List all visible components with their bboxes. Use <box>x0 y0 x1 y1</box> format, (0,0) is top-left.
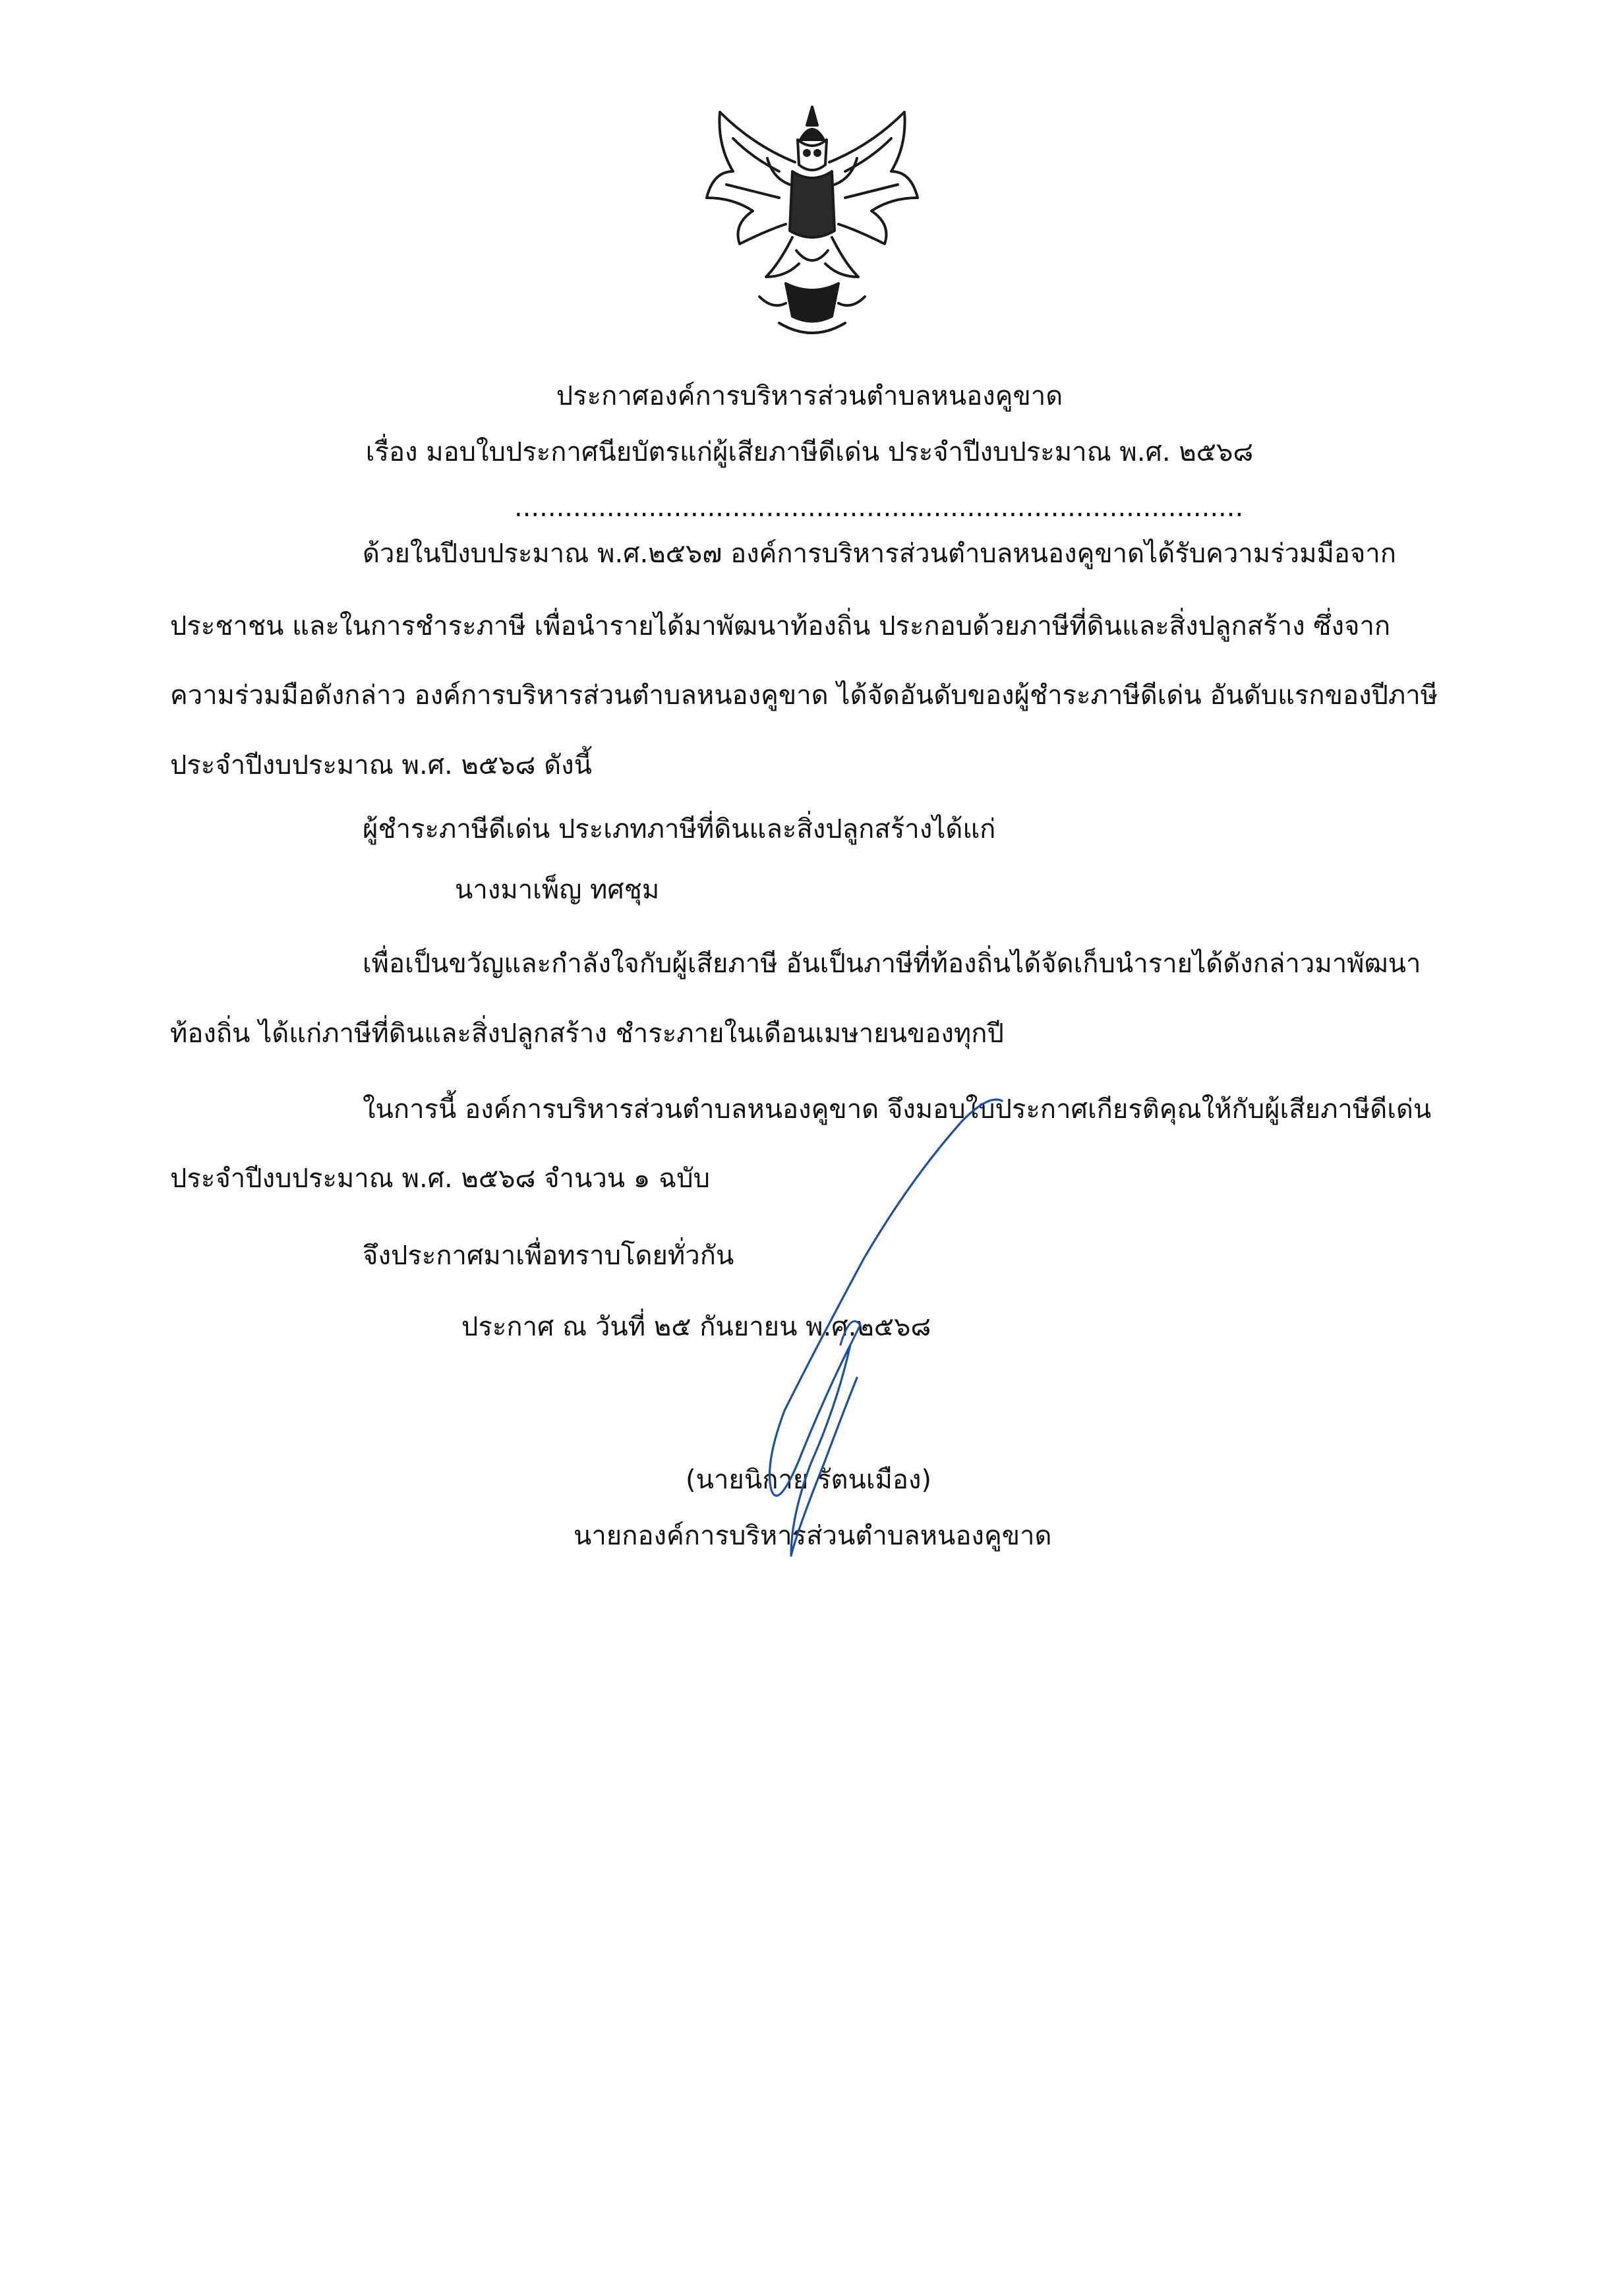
handwritten-signature-icon <box>712 1094 1015 1569</box>
paragraph-1-line-2: ประชาชน และในการชำระภาษี เพื่อนำรายได้มาพัฒนาท้องถิ่น ประกอบด้วยภาษีที่ดินและสิ่งปลูกสร้าง ซึ่งจาก <box>170 611 1391 641</box>
closing-statement: จึงประกาศมาเพื่อทราบโดยทั่วกัน <box>363 1241 734 1271</box>
award-category: ผู้ชำระภาษีดีเด่น ประเภทภาษีที่ดินและสิ่งปลูกสร้างได้แก่ <box>363 814 996 844</box>
announcement-date: ประกาศ ณ วันที่ ๒๕ กันยายน พ.ศ.๒๕๖๘ <box>461 1312 931 1342</box>
announcement-title: ประกาศองค์การบริหารส่วนตำบลหนองคูขาด <box>556 381 1063 411</box>
paragraph-1-line-1: ด้วยในปีงบประมาณ พ.ศ.๒๕๖๗ องค์การบริหารส่วนตำบลหนองคูขาดได้รับความร่วมมือจาก <box>363 539 1396 569</box>
garuda-emblem-icon <box>693 99 931 343</box>
paragraph-3-line-2: ประจำปีงบประมาณ พ.ศ. ๒๕๖๘ จำนวน ๑ ฉบับ <box>170 1163 710 1194</box>
announcement-subject: เรื่อง มอบใบประกาศนียบัตรแก่ผู้เสียภาษีดีเด่น ประจำปีงบประมาณ พ.ศ. ๒๕๖๘ <box>365 437 1254 467</box>
separator-line: ....................................................................................... <box>514 492 1244 523</box>
paragraph-1-line-3: ความร่วมมือดังกล่าว องค์การบริหารส่วนตำบลหนองคูขาด ได้จัดอันดับของผู้ชำระภาษีดีเด่น อันดับแรกของปีภาษี <box>170 680 1438 711</box>
signer-position: นายกองค์การบริหารส่วนตำบลหนองคูขาด <box>574 1521 1052 1551</box>
awardee-name: นางมาเพ็ญ ทศชุม <box>455 875 660 905</box>
paragraph-2-line-2: ท้องถิ่น ได้แก่ภาษีที่ดินและสิ่งปลูกสร้าง ชำระภายในเดือนเมษายนของทุกปี <box>170 1018 1004 1049</box>
paragraph-1-line-4: ประจำปีงบประมาณ พ.ศ. ๒๕๖๘ ดังนี้ <box>170 750 592 780</box>
signer-name: (นายนิกาย รัตนเมือง) <box>686 1465 932 1495</box>
paragraph-3-line-1: ในการนี้ องค์การบริหารส่วนตำบลหนองคูขาด จึงมอบใบประกาศเกียรติคุณให้กับผู้เสียภาษีดีเด่น <box>363 1094 1432 1125</box>
paragraph-2-line-1: เพื่อเป็นขวัญและกำลังใจกับผู้เสียภาษี อันเป็นภาษีที่ท้องถิ่นได้จัดเก็บนำรายได้ดังกล่าวมาพัฒนา <box>363 949 1421 979</box>
